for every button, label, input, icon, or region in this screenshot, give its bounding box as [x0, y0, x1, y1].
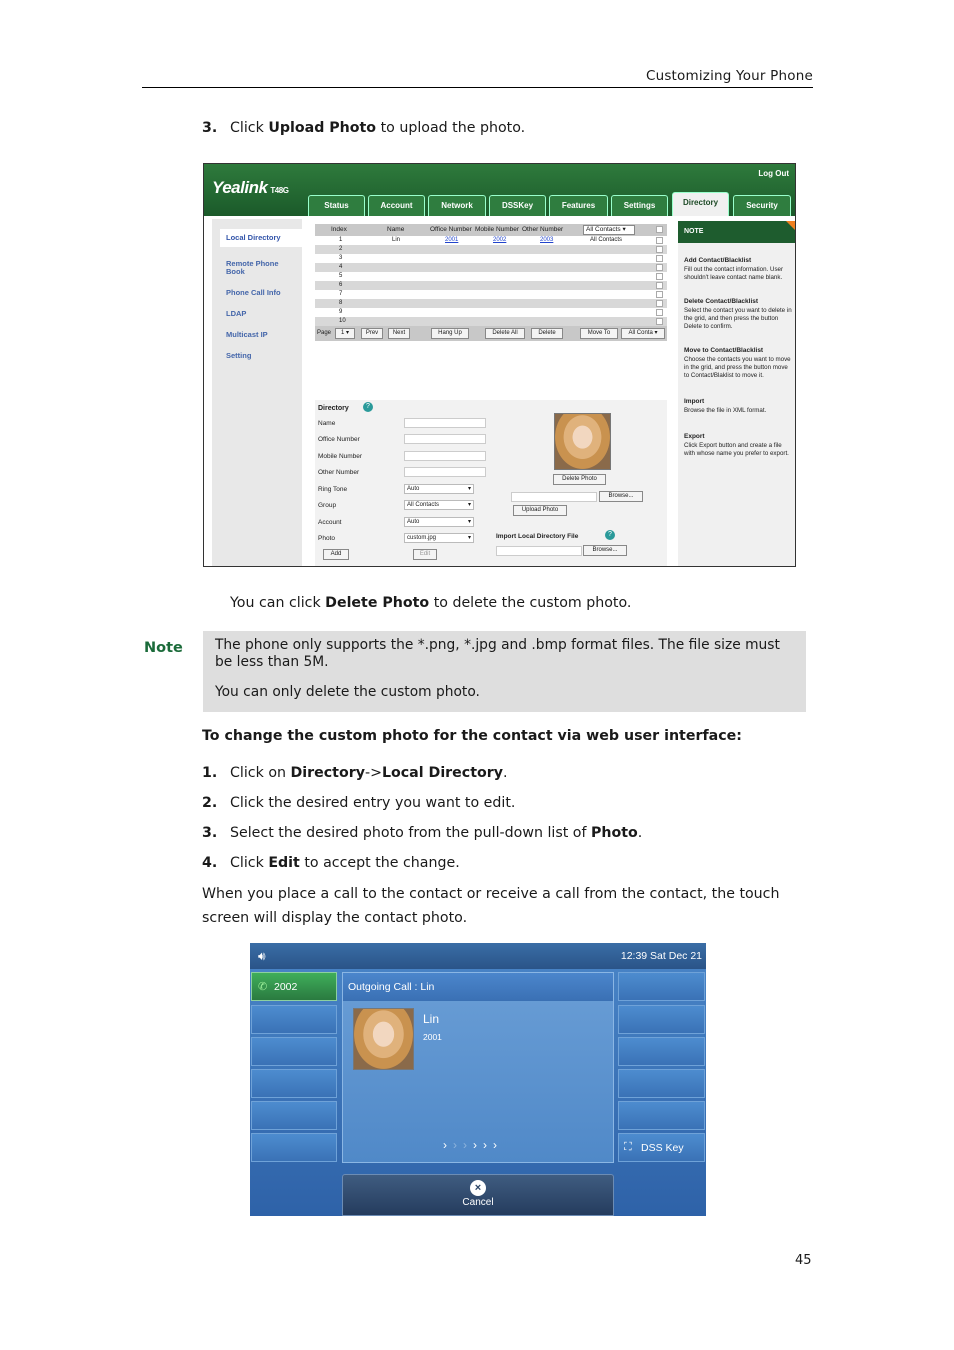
row-group: All Contacts — [590, 237, 623, 243]
row-index: 10 — [339, 318, 346, 324]
tab-dsskey[interactable]: DSSKey — [489, 195, 546, 216]
page-select[interactable]: 1 ▾ — [335, 328, 355, 339]
step-text: Photo — [590, 825, 638, 841]
expand-icon: ⛶ — [624, 1141, 632, 1153]
account-select[interactable]: Auto ▾ — [404, 517, 474, 527]
line-key-empty[interactable] — [251, 1133, 337, 1162]
call-header: Outgoing Call : Lin — [343, 973, 613, 1001]
delete-photo-button[interactable]: Delete Photo — [553, 474, 606, 485]
line-key-empty[interactable] — [251, 1037, 337, 1066]
note-section-text: Click Export button and create a file with whose name you prefer to export. — [684, 442, 789, 457]
step-text: Directory — [290, 765, 365, 781]
note-label: Note — [144, 640, 183, 656]
note-pane-title: NOTE — [678, 221, 796, 243]
cancel-softkey[interactable]: × Cancel — [342, 1174, 614, 1216]
note-section-heading: Move to Contact/Blacklist — [684, 347, 764, 354]
photo-select[interactable]: custom.jpg ▾ — [404, 533, 474, 543]
table-row[interactable] — [315, 263, 667, 272]
next-button[interactable]: Next — [388, 328, 410, 339]
line-key-empty[interactable] — [618, 1069, 705, 1098]
other-number-input[interactable] — [404, 467, 486, 477]
phone-handset-icon: ✆ — [258, 981, 268, 993]
phone-time: 12:39 Sat Dec 21 — [620, 950, 702, 962]
row-index: 4 — [339, 264, 343, 270]
select-all-checkbox[interactable] — [656, 226, 663, 233]
tab-status[interactable]: Status — [308, 195, 365, 216]
row-checkbox[interactable] — [656, 237, 663, 244]
step-number: 4. — [202, 855, 218, 871]
step-text: . — [503, 765, 508, 781]
step-1 — [202, 764, 508, 782]
browse-import-button[interactable]: Browse... — [583, 545, 627, 556]
step-text: Edit — [268, 855, 300, 871]
row-name: Lin — [392, 237, 401, 243]
step-text: to accept the change. — [299, 855, 460, 871]
group-select[interactable]: All Contacts ▾ — [404, 500, 474, 510]
delete-photo-line: You can click Delete Photo to delete the custom photo. — [230, 595, 632, 611]
running-header: Customizing Your Phone — [142, 68, 813, 88]
sidebar-item-remote-phone-book[interactable]: Remote Phone Book — [226, 259, 279, 276]
step-number: 3. — [202, 825, 218, 841]
delete-button[interactable]: Delete — [531, 328, 563, 339]
upload-photo-button[interactable]: Upload Photo — [513, 505, 567, 516]
step-text: -> — [364, 765, 382, 781]
grid-filter-select[interactable]: All Contacts ▾ — [583, 225, 635, 235]
line-key-2002[interactable]: ✆ 2002 — [251, 972, 337, 1001]
web-sidebar — [212, 219, 302, 567]
sidebar-item-local-directory[interactable]: Local Directory — [220, 229, 302, 247]
table-row[interactable] — [315, 290, 667, 299]
line-key-empty[interactable] — [618, 1005, 705, 1034]
contact-name: Lin — [423, 1012, 440, 1026]
line-key-empty[interactable] — [251, 1069, 337, 1098]
note-section-text: Fill out the contact information. User shouldn't leave contact name blank. — [684, 266, 784, 281]
table-row[interactable] — [315, 272, 667, 281]
line-key-empty[interactable] — [618, 1101, 705, 1130]
grid-header: Index Name Office Number Mobile Number Other Number All Contacts ▾ — [315, 224, 667, 236]
add-button[interactable]: Add — [323, 549, 349, 560]
tab-account[interactable]: Account — [368, 195, 425, 216]
line-key-empty[interactable] — [618, 972, 705, 1001]
step-text: Click — [230, 855, 269, 871]
help-icon[interactable]: ? — [363, 402, 373, 412]
row-checkbox[interactable] — [656, 264, 663, 271]
row-index: 1 — [339, 237, 343, 243]
phone-status-bar — [250, 943, 706, 969]
row-index: 2 — [339, 246, 343, 252]
note-section-heading: Export — [684, 433, 705, 440]
sidebar-item-ldap[interactable]: LDAP — [226, 309, 247, 318]
move-target-select[interactable]: All Conta ▾ — [621, 328, 665, 339]
row-checkbox[interactable] — [656, 273, 663, 280]
line-key-empty[interactable] — [251, 1101, 337, 1130]
grid-pager: Page 1 ▾ Prev Next Hang Up Delete All Delete Move To All Conta ▾ — [315, 326, 667, 341]
step-number: 1. — [202, 765, 218, 781]
note-section-heading: Delete Contact/Blacklist — [684, 298, 759, 305]
hang-up-button[interactable]: Hang Up — [431, 328, 469, 339]
table-row[interactable] — [315, 299, 667, 308]
ring-tone-select[interactable]: Auto ▾ — [404, 484, 474, 494]
note-section-text: Choose the contacts you want to move in the grid, and press the button move to Contact/Blaklist to move it. — [684, 356, 791, 379]
note-pane — [678, 221, 796, 567]
tab-directory[interactable]: Directory — [672, 192, 729, 216]
tab-settings[interactable]: Settings — [611, 195, 668, 216]
closing-paragraph: When you place a call to the contact or receive a call from the contact, the touch screen will display the contact photo. — [202, 886, 780, 926]
note-line-2: You can only delete the custom photo. — [215, 684, 480, 700]
row-index: 8 — [339, 300, 343, 306]
table-row[interactable] — [315, 254, 667, 263]
table-row[interactable] — [315, 308, 667, 317]
contact-photo — [353, 1008, 414, 1070]
line-key-empty[interactable] — [251, 1005, 337, 1034]
page-number: 45 — [795, 1253, 812, 1268]
name-input[interactable] — [404, 418, 486, 428]
row-checkbox[interactable] — [656, 282, 663, 289]
row-index: 9 — [339, 309, 343, 315]
table-row[interactable] — [315, 245, 667, 254]
row-checkbox[interactable] — [656, 255, 663, 262]
edit-button[interactable]: Edit — [413, 549, 437, 560]
row-index: 5 — [339, 273, 343, 279]
row-index: 7 — [339, 291, 343, 297]
row-office-number[interactable]: 2001 — [445, 237, 459, 243]
delete-all-button[interactable]: Delete All — [485, 328, 525, 339]
note-section-heading: Import — [684, 398, 705, 405]
import-help-icon[interactable]: ? — [605, 530, 615, 540]
tab-features[interactable]: Features — [549, 195, 608, 216]
sidebar-item-multicast-ip[interactable]: Multicast IP — [226, 330, 268, 339]
form-title: Directory — [318, 405, 349, 412]
table-row[interactable] — [315, 317, 667, 326]
row-index: 6 — [339, 282, 343, 288]
phone-ui-screenshot — [250, 943, 706, 1216]
step-3 — [202, 824, 642, 842]
sidebar-item-setting[interactable]: Setting — [226, 351, 252, 360]
contact-photo-preview — [554, 413, 611, 470]
section-heading: To change the custom photo for the contact via web user interface: — [202, 728, 742, 744]
line-key-empty[interactable] — [618, 1037, 705, 1066]
note-section-text: Browse the file in XML format. — [684, 407, 767, 414]
logout-link[interactable]: Log Out — [758, 169, 789, 178]
move-to-button[interactable]: Move To — [580, 328, 618, 339]
step-text: Local Directory — [381, 765, 503, 781]
import-file-input[interactable] — [496, 546, 582, 556]
step-upload-photo: 3. Click Upload Photo to upload the photo. — [202, 120, 526, 136]
step-text: Click the desired entry you want to edit. — [230, 795, 516, 811]
import-title: Import Local Directory File — [496, 533, 579, 540]
note-line-1: The phone only supports the *.png, *.jpg and .bmp format files. The file size must be less than 5M. — [215, 637, 780, 670]
cancel-icon: × — [470, 1180, 486, 1196]
row-checkbox[interactable] — [656, 300, 663, 307]
step-2 — [202, 794, 515, 812]
step-text: Click on — [230, 765, 291, 781]
progress-arrows-icon: ›››››› — [443, 1138, 503, 1152]
prev-button[interactable]: Prev — [361, 328, 383, 339]
yealink-logo: Yealink T48G — [212, 178, 289, 197]
table-row[interactable] — [315, 236, 667, 245]
sidebar-item-phone-call-info[interactable]: Phone Call Info — [226, 288, 281, 297]
row-checkbox[interactable] — [656, 318, 663, 325]
row-other-number[interactable]: 2003 — [540, 237, 554, 243]
tab-network[interactable]: Network — [428, 195, 486, 216]
directory-form: Directory ? Name Office Number Mobile Number Other Number Ring Tone Auto ▾ Group All Contacts ▾ Account Auto ▾ Photo custom.jpg ▾ Add Edit Delete Photo Browse... Upload Photo Import Local Directory File ? Browse... — [315, 400, 667, 567]
step-text: . — [637, 825, 643, 841]
browse-photo-button[interactable]: Browse... — [599, 491, 643, 502]
step-text: Select the desired photo from the pull-down list of — [230, 825, 591, 841]
contact-number: 2001 — [423, 1032, 442, 1042]
photo-file-input[interactable] — [511, 492, 597, 502]
note-section-text: Select the contact you want to delete in the grid, and then press the button Delete to confirm. — [684, 307, 792, 330]
step-4 — [202, 854, 460, 872]
note-box — [203, 631, 806, 712]
row-checkbox[interactable] — [656, 291, 663, 298]
office-number-input[interactable] — [404, 434, 486, 444]
note-section-heading: Add Contact/Blacklist — [684, 257, 752, 264]
corner-flag-icon — [786, 221, 796, 231]
table-row[interactable] — [315, 281, 667, 290]
row-checkbox[interactable] — [656, 309, 663, 316]
web-topbar — [204, 164, 795, 216]
row-mobile-number[interactable]: 2002 — [493, 237, 507, 243]
dss-key-button[interactable]: ⛶ DSS Key — [618, 1133, 705, 1162]
call-panel — [342, 972, 614, 1163]
speaker-icon: 🔊︎ — [258, 949, 266, 963]
step-number: 2. — [202, 795, 218, 811]
row-checkbox[interactable] — [656, 246, 663, 253]
mobile-number-input[interactable] — [404, 451, 486, 461]
row-index: 3 — [339, 255, 343, 261]
web-ui-screenshot — [203, 163, 796, 567]
tab-security[interactable]: Security — [733, 195, 791, 216]
